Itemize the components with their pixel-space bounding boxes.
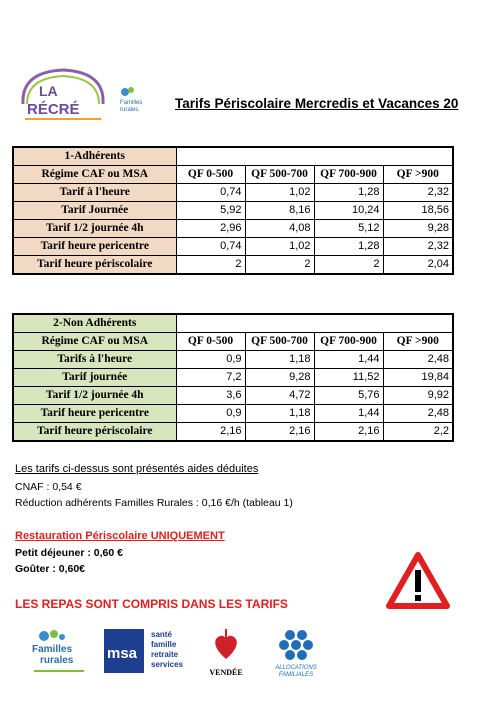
reduction-note: Réduction adhérents Familles Rurales : 0,16 €/h (tableau 1) [15, 497, 293, 509]
svg-text:rurales: rurales [120, 107, 139, 113]
table-cell: 0,9 [176, 351, 245, 369]
msa-line: santé [151, 630, 172, 639]
table-cell: 0,74 [176, 184, 245, 202]
table-cell: 2,48 [383, 405, 453, 423]
table-row [13, 351, 453, 369]
table-cell: 2 [314, 256, 383, 275]
row-label: Tarif 1/2 journée 4h [13, 220, 176, 238]
msa-mark-icon [103, 628, 145, 676]
svg-text:rurales: rurales [40, 655, 74, 666]
table-section-row [13, 314, 453, 333]
table-cell: 2,16 [314, 423, 383, 442]
msa-logo [103, 628, 198, 676]
table-cell: 2,48 [383, 351, 453, 369]
table-cell: 9,92 [383, 387, 453, 405]
table-cell: 0,9 [176, 405, 245, 423]
table-cell: 1,18 [245, 405, 314, 423]
row-label: Tarif heure pericentre [13, 238, 176, 256]
column-header: QF 500-700 [245, 333, 314, 351]
table-row [13, 387, 453, 405]
table-cell: 1,18 [245, 351, 314, 369]
table-row [13, 369, 453, 387]
row-label: Tarif journée [13, 369, 176, 387]
table-row [13, 220, 453, 238]
vendee-logo [206, 627, 246, 677]
column-header: QF 0-500 [176, 333, 245, 351]
table-row [13, 405, 453, 423]
table-cell: 2,32 [383, 238, 453, 256]
table-cell: 9,28 [383, 220, 453, 238]
column-header: QF 700-900 [314, 166, 383, 184]
table-cell: 11,52 [314, 369, 383, 387]
vendee-label: VENDÉE [209, 668, 243, 677]
svg-text:Familles: Familles [120, 100, 143, 106]
svg-text:FAMILIALES: FAMILIALES [278, 672, 314, 678]
table-cell: 1,44 [314, 405, 383, 423]
row-label: Tarif heure périscolaire [13, 423, 176, 442]
familles-rurales-logo [30, 628, 90, 680]
table-cell: 2,32 [383, 184, 453, 202]
svg-text:msa: msa [107, 645, 138, 662]
table-cell: 4,08 [245, 220, 314, 238]
table-cell: 2,16 [245, 423, 314, 442]
table-cell: 2,96 [176, 220, 245, 238]
vendee-hearts-icon [206, 627, 246, 663]
table-cell: 5,92 [176, 202, 245, 220]
msa-line: retraite [151, 650, 179, 659]
table-cell: 8,16 [245, 202, 314, 220]
msa-line: services [151, 660, 184, 669]
page-title: Tarifs Périscolaire Mercredis et Vacances 20 [175, 96, 459, 111]
table-row [13, 202, 453, 220]
cnaf-note: CNAF : 0,54 € [15, 481, 82, 493]
table-cell: 19,84 [383, 369, 453, 387]
regime-label: Régime CAF ou MSA [13, 166, 176, 184]
column-header: QF >900 [383, 333, 453, 351]
table-cell: 7,2 [176, 369, 245, 387]
table-cell: 2,16 [176, 423, 245, 442]
petit-dejeuner-price: Petit déjeuner : 0,60 € [15, 547, 123, 559]
caf-logo [266, 625, 326, 679]
restauration-title: Restauration Périscolaire UNIQUEMENT [15, 530, 225, 542]
empty-cell [176, 314, 453, 333]
section-title: 2-Non Adhérents [13, 314, 176, 333]
tarifs-adherents-table [12, 146, 454, 275]
table-row [13, 184, 453, 202]
table-header-row [13, 333, 453, 351]
column-header: QF 700-900 [314, 333, 383, 351]
column-header: QF 0-500 [176, 166, 245, 184]
table-cell: 3,6 [176, 387, 245, 405]
row-label: Tarif à l'heure [13, 184, 176, 202]
regime-label: Régime CAF ou MSA [13, 333, 176, 351]
svg-text:ALLOCATIONS: ALLOCATIONS [275, 665, 317, 671]
row-label: Tarif 1/2 journée 4h [13, 387, 176, 405]
column-header: QF >900 [383, 166, 453, 184]
aides-deduites-note: Les tarifs ci-dessus sont présentés aides déduites [15, 463, 259, 475]
table-cell: 5,12 [314, 220, 383, 238]
svg-text:LA: LA [39, 83, 58, 99]
row-label: Tarif heure pericentre [13, 405, 176, 423]
table-cell: 2 [176, 256, 245, 275]
table-cell: 2 [245, 256, 314, 275]
row-label: Tarif Journée [13, 202, 176, 220]
table-cell: 18,56 [383, 202, 453, 220]
row-label: Tarifs à l'heure [13, 351, 176, 369]
table-cell: 2,04 [383, 256, 453, 275]
table-cell: 1,28 [314, 184, 383, 202]
table-cell: 2,2 [383, 423, 453, 442]
tarifs-non-adherents-table [12, 313, 454, 442]
gouter-price: Goûter : 0,60€ [15, 563, 86, 575]
svg-text:Familles: Familles [32, 644, 73, 655]
table-cell: 1,02 [245, 184, 314, 202]
repas-compris-notice: LES REPAS SONT COMPRIS DANS LES TARIFS [15, 597, 288, 611]
table-cell: 1,02 [245, 238, 314, 256]
familles-rurales-small-logo [117, 84, 147, 118]
warning-icon [386, 552, 450, 610]
table-cell: 0,74 [176, 238, 245, 256]
empty-cell [176, 147, 453, 166]
row-label: Tarif heure périscolaire [13, 256, 176, 275]
table-row [13, 238, 453, 256]
msa-line: famille [151, 640, 177, 649]
table-header-row [13, 166, 453, 184]
table-cell: 1,44 [314, 351, 383, 369]
table-cell: 4,72 [245, 387, 314, 405]
table-cell: 10,24 [314, 202, 383, 220]
table-row [13, 256, 453, 275]
la-recre-logo [17, 64, 109, 126]
table-row [13, 423, 453, 442]
table-cell: 5,76 [314, 387, 383, 405]
column-header: QF 500-700 [245, 166, 314, 184]
section-title: 1-Adhérents [13, 147, 176, 166]
table-cell: 9,28 [245, 369, 314, 387]
svg-text:RÉCRÉ: RÉCRÉ [27, 101, 80, 118]
table-section-row [13, 147, 453, 166]
table-cell: 1,28 [314, 238, 383, 256]
